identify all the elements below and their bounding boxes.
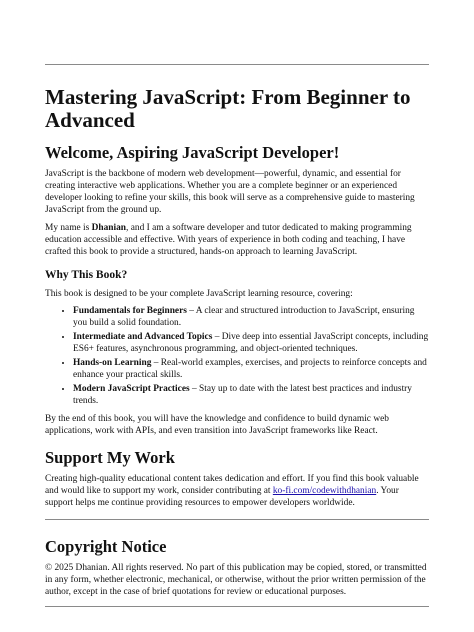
list-item bbox=[73, 305, 429, 329]
list-item bbox=[73, 357, 429, 381]
author-paragraph-suffix: , and I am a software developer and tutor dedicated to making programming education accessible and effective. With years of experience in both coding and teaching, I have crafted this book to provide a structured, hands-on approach to learning JavaScript. bbox=[45, 223, 412, 257]
support-paragraph bbox=[45, 473, 429, 509]
list-item-text: – Dive deep into essential JavaScript concepts, including ES6+ features, asynchronous programming, and object-oriented techniques. bbox=[73, 332, 429, 354]
kofi-link[interactable]: ko-fi.com/codewithdhanian bbox=[272, 486, 377, 496]
author-name: Dhanian bbox=[91, 223, 127, 233]
list-item-title: Hands-on Learning bbox=[73, 358, 152, 368]
list-item-title: Modern JavaScript Practices bbox=[73, 384, 190, 394]
welcome-heading: Welcome, Aspiring JavaScript Developer! bbox=[45, 143, 340, 162]
list-item-title: Fundamentals for Beginners bbox=[73, 306, 187, 316]
topics-list bbox=[45, 305, 429, 407]
list-item-text: – A clear and structured introduction to JavaScript, ensuring you build a solid foundation. bbox=[73, 306, 415, 328]
document-page bbox=[45, 64, 429, 607]
list-item-text: – Stay up to date with the latest best practices and industry trends. bbox=[73, 384, 412, 406]
support-heading: Support My Work bbox=[45, 448, 175, 467]
list-item-text: – Real-world examples, exercises, and projects to reinforce concepts and enhance your practical skills. bbox=[73, 358, 427, 380]
list-item bbox=[73, 331, 429, 355]
why-heading: Why This Book? bbox=[45, 269, 128, 281]
page-title: Mastering JavaScript: From Beginner to Advanced bbox=[45, 85, 411, 132]
list-item-title: Intermediate and Advanced Topics bbox=[73, 332, 213, 342]
author-paragraph bbox=[45, 222, 429, 258]
top-divider bbox=[45, 64, 429, 65]
list-item bbox=[73, 383, 429, 407]
why-intro: This book is designed to be your complete JavaScript learning resource, covering: bbox=[45, 289, 353, 299]
bottom-divider bbox=[45, 606, 429, 607]
why-outro: By the end of this book, you will have the knowledge and confidence to build dynamic web applications, work with APIs, and even transition into JavaScript frameworks like React. bbox=[45, 414, 389, 436]
support-text-before: Creating high-quality educational content takes dedication and effort. If you find this book valuable and would like to support my work, consider contributing at bbox=[45, 474, 419, 496]
author-paragraph-prefix: My name is bbox=[45, 223, 92, 233]
copyright-text: © 2025 Dhanian. All rights reserved. No part of this publication may be copied, stored, or transmitted in any form, whether electronic, mechanical, or otherwise, without the prior written permission of the author, except in the case of brief quotations for review or educational purposes. bbox=[45, 563, 427, 597]
section-divider bbox=[45, 519, 429, 520]
welcome-paragraph: JavaScript is the backbone of modern web development—powerful, dynamic, and essential for creating interactive web applications. Whether you are a complete beginner or an experienced developer looking to refine your skills, this book will serve as a comprehensive guide to mastering JavaScript from the ground up. bbox=[45, 169, 415, 215]
copyright-heading: Copyright Notice bbox=[45, 537, 167, 556]
support-text-after: . Your support helps me continue providing resources to empower developers worldwide. bbox=[45, 486, 399, 508]
